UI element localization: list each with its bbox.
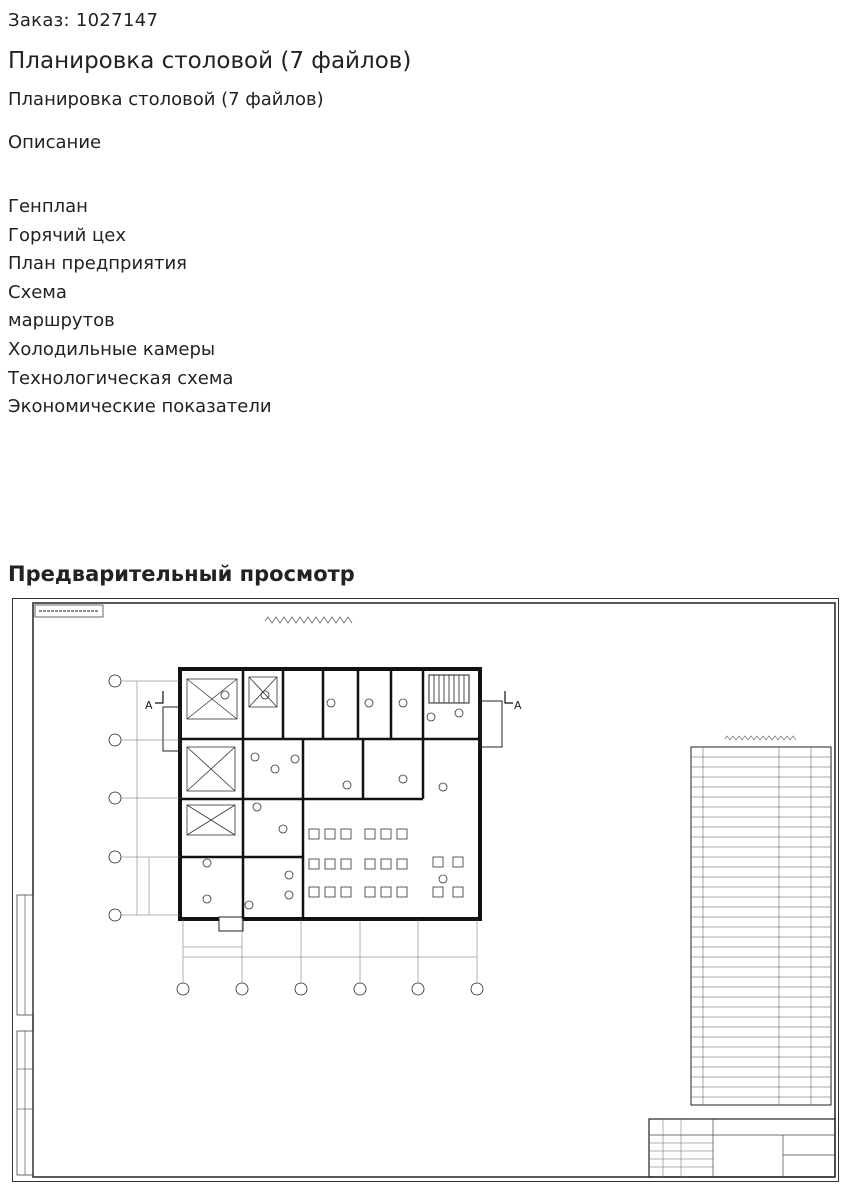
order-number: Заказ: 1027147	[8, 10, 159, 31]
file-list-item: Экономические показатели	[8, 396, 272, 418]
file-list-item: Схема	[8, 281, 67, 303]
description-label: Описание	[8, 132, 102, 153]
page-subtitle: Планировка столовой (7 файлов)	[8, 89, 324, 110]
floor-plan-drawing	[13, 599, 838, 1181]
section-mark-right: А	[514, 699, 522, 712]
section-mark-left: А	[145, 699, 153, 712]
page-title: Планировка столовой (7 файлов)	[8, 48, 412, 74]
file-list	[8, 193, 272, 422]
file-list-item: Холодильные камеры	[8, 338, 216, 360]
file-list-item: Горячий цех	[8, 224, 126, 246]
drawing-preview	[12, 598, 839, 1182]
file-list-item: План предприятия	[8, 253, 188, 275]
file-list-item: Генплан	[8, 196, 88, 217]
file-list-item: Технологическая схема	[8, 367, 234, 389]
preview-heading: Предварительный просмотр	[8, 562, 355, 586]
file-list-item: маршрутов	[8, 310, 115, 332]
